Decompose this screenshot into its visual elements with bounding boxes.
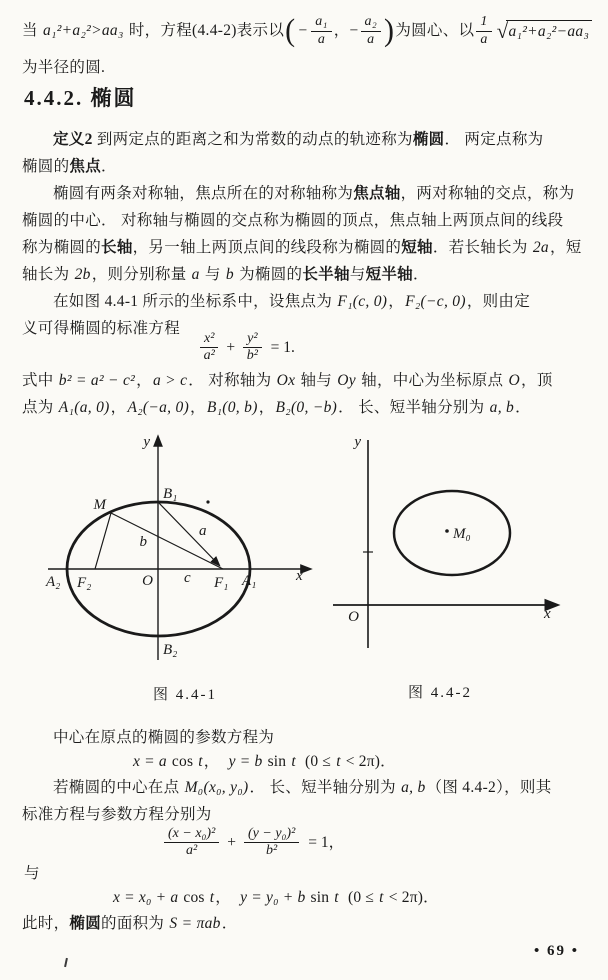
equals-one: = 1. bbox=[270, 338, 295, 356]
figure-4-4-2 bbox=[328, 430, 574, 692]
text-line: 椭圆的中心． 对称轴与椭圆的交点称为椭圆的顶点，焦点轴上两顶点间的线段 bbox=[22, 212, 564, 229]
close-paren: ) bbox=[384, 13, 395, 48]
origin-label: O bbox=[142, 573, 153, 589]
segment-B1-F1 bbox=[158, 502, 219, 565]
center-point-dot bbox=[445, 529, 449, 533]
origin-label: O bbox=[348, 609, 359, 625]
text-line: 式中 b² = a² − c²，a > c． 对称轴为 Ox 轴与 Oy 轴，中心为坐标原点 O，顶 bbox=[22, 372, 553, 389]
text-line: 中心在原点的椭圆的参数方程为 bbox=[53, 729, 275, 746]
separator: ，− bbox=[333, 22, 359, 39]
intro-text-mid: 为圆心、以 bbox=[395, 22, 475, 39]
fraction-1-over-a: $\frac{1}{a}$ bbox=[476, 14, 491, 47]
intro-text-pre: 当 a₁²+a₂²>aa₃ 时，方程(4.4-2)表示以 bbox=[22, 22, 285, 39]
formula-standard-equation bbox=[198, 331, 295, 364]
figure-4-4-1 bbox=[16, 430, 328, 692]
point-M-label: M bbox=[93, 497, 106, 513]
focal-c-label: c bbox=[184, 570, 191, 586]
vertex-B1-label: B₁ bbox=[163, 486, 178, 502]
segment-M-F1 bbox=[111, 513, 223, 569]
text-line: 定义2 到两定点的距离之和为常数的动点的轨迹称为椭圆． 两定点称为 bbox=[53, 131, 544, 148]
y-axis-label: y bbox=[143, 434, 150, 450]
x-axis-label: x bbox=[296, 568, 303, 584]
text-line: 在如图 4.4-1 所示的坐标系中，设焦点为 F₁(c, 0)，F₂(−c, 0)，则由定 bbox=[53, 293, 531, 310]
segment-M-F2 bbox=[95, 513, 111, 569]
text-line: 椭圆有两条对称轴，焦点所在的对称轴称为焦点轴，两对称轴的交点，称为 bbox=[53, 185, 575, 202]
text-line: 椭圆的焦点． bbox=[22, 158, 117, 175]
focus-F1-label: F₁ bbox=[214, 575, 229, 591]
equals-one: = 1， bbox=[308, 833, 345, 851]
formula-parametric-shifted: x = x₀ + a cos t， y = y₀ + b sin t (0 ≤ t < 2π)． bbox=[113, 889, 439, 906]
plus-sign: + bbox=[227, 833, 237, 851]
vertex-B2-label: B₂ bbox=[163, 642, 178, 658]
text-line: 若椭圆的中心在点 M₀(x₀, y₀)． 长、短半轴分别为 a, b（图 4.4-2），则其 bbox=[53, 779, 552, 796]
x-axis-label: x bbox=[544, 606, 551, 622]
text-line: 点为 A₁(a, 0)，A₂(−a, 0)，B₁(0, b)，B₂(0, −b)． 长、短半轴分别为 a, b． bbox=[22, 399, 531, 416]
semi-minor-b-label: b bbox=[139, 534, 147, 550]
formula-parametric-origin: x = a cos t， y = b sin t (0 ≤ t < 2π)． bbox=[133, 753, 396, 770]
formula-standard-shifted bbox=[162, 826, 344, 859]
text-line: 义可得椭圆的标准方程 bbox=[22, 320, 181, 337]
scan-artifact bbox=[64, 958, 68, 967]
conjunction-yu: 与 bbox=[24, 865, 40, 882]
fraction-yy0-over-b2: $\frac{\text{(y − y₀)²}}{\text{b²}}$ bbox=[244, 826, 299, 859]
fraction-y2-over-b2: $\frac{\text{y²}}{\text{b²}}$ bbox=[243, 331, 261, 364]
focus-F2-label: F₂ bbox=[77, 575, 92, 591]
fraction-a1-over-a: $\frac{\text{a₁}}{a}$ bbox=[311, 14, 331, 47]
section-heading: 4.4.2. 椭圆 bbox=[24, 86, 137, 110]
text-line: 轴长为 2b，则分别称量 a 与 b 为椭圆的长半轴与短半轴． bbox=[22, 266, 429, 283]
intro-line-1 bbox=[22, 8, 592, 54]
minus-sign: − bbox=[297, 22, 309, 39]
text-line: 标准方程与参数方程分别为 bbox=[22, 806, 212, 823]
intro-line-2: 为半径的圆. bbox=[22, 59, 106, 76]
text-line: 称为椭圆的长轴，另一轴上两顶点间的线段称为椭圆的短轴．若长轴长为 2a，短 bbox=[22, 239, 582, 256]
page-number: • 69 • bbox=[534, 943, 580, 959]
stray-dot bbox=[206, 500, 209, 503]
open-paren: ( bbox=[285, 13, 296, 48]
square-root: √ a₁²+a₂²−aa₃ bbox=[497, 20, 593, 42]
vertex-A2-label: A₂ bbox=[46, 574, 61, 590]
fraction-a2-over-a: $\frac{\text{a₂}}{a}$ bbox=[361, 14, 381, 47]
text-line: 此时，椭圆的面积为 S = πab． bbox=[22, 915, 238, 932]
vertex-A1-label: A₁ bbox=[242, 573, 257, 589]
y-axis-label: y bbox=[354, 434, 361, 450]
figure-4-4-1-caption: 图 4.4-1 bbox=[153, 687, 217, 703]
ellipse-curve bbox=[394, 491, 510, 575]
semi-major-a-label: a bbox=[199, 523, 207, 539]
fraction-x2-over-a2: $\frac{\text{x²}}{\text{a²}}$ bbox=[200, 331, 218, 364]
fraction-xx0-over-a2: $\frac{\text{(x − x₀)²}}{\text{a²}}$ bbox=[164, 826, 219, 859]
plus-sign: + bbox=[226, 338, 236, 356]
center-M0-label: M₀ bbox=[453, 526, 471, 542]
figure-4-4-2-caption: 图 4.4-2 bbox=[408, 685, 472, 701]
